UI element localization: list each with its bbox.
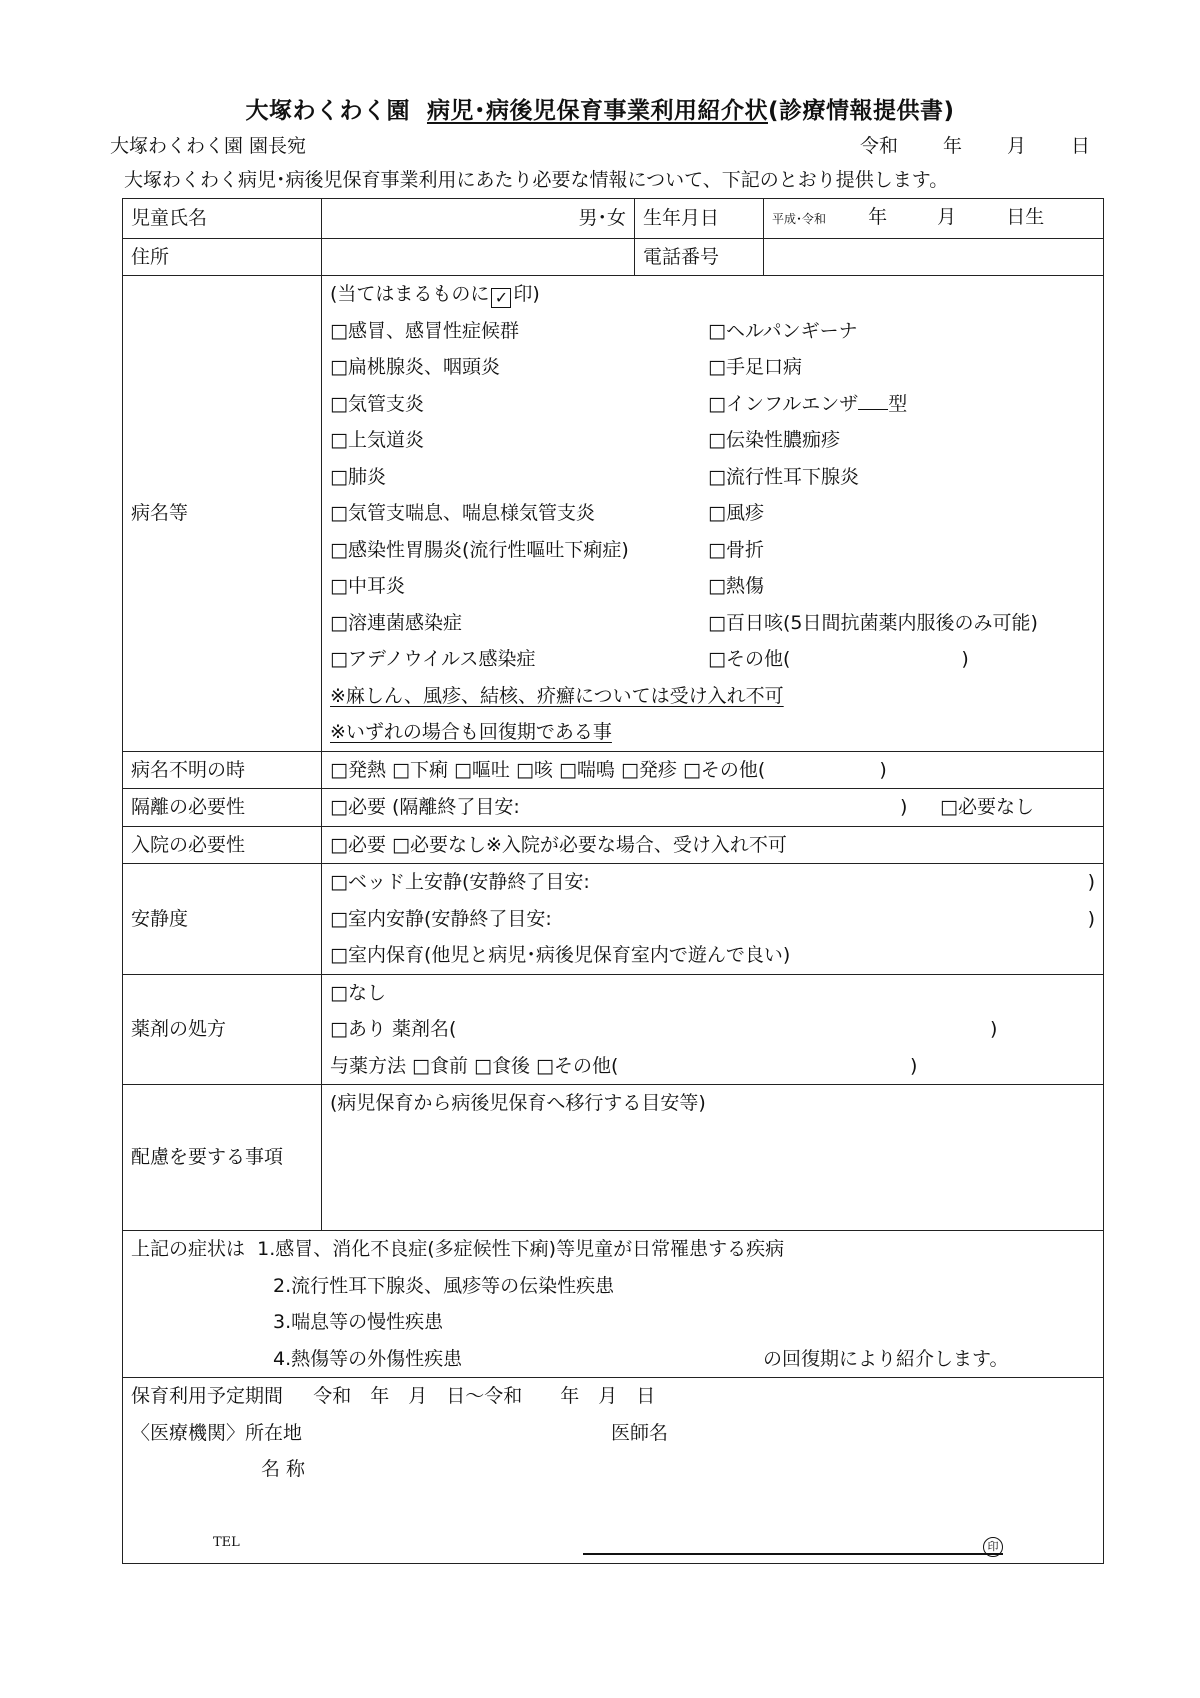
diag-right-0[interactable]: □ヘルパンギーナ xyxy=(708,319,858,342)
influenza-type-blank[interactable] xyxy=(858,409,888,410)
notes-label: 配慮を要する事項 xyxy=(123,1085,322,1231)
facility-label: 〈医療機関〉所在地 xyxy=(131,1421,303,1444)
medicine-none[interactable]: □なし xyxy=(330,981,386,1004)
rest-play[interactable]: □室内保育(他児と病児･病後児保育室内で遊んで良い) xyxy=(330,944,791,966)
intro-text: 大塚わくわく病児･病後児保育事業利用にあたり必要な情報について、下記のとおり提供します。 xyxy=(124,169,949,191)
rest-bed[interactable]: □ベッド上安静(安静終了目安: xyxy=(330,871,590,893)
notes-field[interactable] xyxy=(322,1085,1104,1231)
date-day: 日 xyxy=(1070,135,1090,157)
isolation-field[interactable]: □必要 (隔離終了目安: ) □必要なし xyxy=(322,789,1104,827)
diag-left-2[interactable]: □気管支炎 xyxy=(330,392,424,415)
diag-right-2[interactable]: □インフルエンザ 型 xyxy=(708,392,908,415)
medicine-field: □なし □あり 薬剤名( ) 与薬方法 □食前 □食後 □その他( ) xyxy=(322,974,1104,1085)
diagnosis-field xyxy=(322,276,1104,752)
diag-right-7[interactable]: □熱傷 xyxy=(708,575,764,597)
symptoms-line-2: 2.流行性耳下腺炎、風疹等の伝染性疾患 xyxy=(273,1274,615,1297)
phone-field[interactable] xyxy=(764,238,1104,276)
diag-right-8[interactable]: □百日咳(5日間抗菌薬内服後のみ可能) xyxy=(708,611,1038,634)
facility-name-label: 名 称 xyxy=(261,1458,306,1480)
document-title xyxy=(0,92,1200,125)
diag-left-4[interactable]: □肺炎 xyxy=(330,465,386,488)
check-mark-icon: ✓ xyxy=(491,288,511,308)
diag-right-3[interactable]: □伝染性膿痂疹 xyxy=(708,429,840,451)
medicine-method[interactable]: 与薬方法 □食前 □食後 □その他( xyxy=(330,1054,619,1077)
child-name-label: 児童氏名 xyxy=(123,199,322,239)
symptoms-line-4: 4.熱傷等の外傷性疾患 xyxy=(273,1347,463,1370)
diag-right-6[interactable]: □骨折 xyxy=(708,538,764,561)
issue-date xyxy=(860,131,1090,158)
symptoms-lead: 上記の症状は xyxy=(131,1238,246,1260)
isolation-none[interactable]: □必要なし xyxy=(940,796,1034,818)
rest-label: 安静度 xyxy=(123,864,322,975)
doctor-label: 医師名 xyxy=(611,1421,669,1444)
title-main: 病児･病後児保育事業利用紹介状 xyxy=(426,98,768,124)
dob-day: 日生 xyxy=(1006,206,1045,228)
referral-form xyxy=(122,198,1104,1564)
phone-label: 電話番号 xyxy=(635,238,764,276)
diag-left-5[interactable]: □気管支喘息、喘息様気管支炎 xyxy=(330,502,595,524)
hospital-field[interactable]: □必要 □必要なし※入院が必要な場合、受け入れ不可 xyxy=(322,826,1104,864)
medicine-label: 薬剤の処方 xyxy=(123,974,322,1085)
symptoms-closing: の回復期により紹介します。 xyxy=(763,1347,1009,1370)
diag-left-9[interactable]: □アデノウイルス感染症 xyxy=(330,648,536,670)
diagnosis-note-recovery: ※いずれの場合も回復期である事 xyxy=(330,721,612,743)
diag-right-1[interactable]: □手足口病 xyxy=(708,356,802,378)
rest-indoor[interactable]: □室内安静(安静終了目安: xyxy=(330,907,552,930)
isolation-need[interactable]: □必要 (隔離終了目安: xyxy=(330,796,520,818)
diag-right-4[interactable]: □流行性耳下腺炎 xyxy=(708,465,859,488)
notes-hint: (病児保育から病後児保育へ移行する目安等) xyxy=(330,1092,706,1114)
medicine-yes[interactable]: □あり 薬剤名( xyxy=(330,1018,457,1040)
dob-label: 生年月日 xyxy=(635,199,764,239)
isolation-label: 隔離の必要性 xyxy=(123,789,322,827)
date-year: 年 xyxy=(942,135,962,157)
signature-line[interactable] xyxy=(583,1551,1003,1555)
symptoms-line-1: 1.感冒、消化不良症(多症候性下痢)等児童が日常罹患する疾病 xyxy=(257,1238,785,1260)
address-label: 住所 xyxy=(123,238,322,276)
dob-era: 平成･令和 xyxy=(772,212,827,226)
date-era: 令和 xyxy=(860,135,899,157)
diag-left-8[interactable]: □溶連菌感染症 xyxy=(330,611,462,634)
title-suffix: (診療情報提供書) xyxy=(767,98,955,124)
unknown-symptoms[interactable]: □発熱 □下痢 □嘔吐 □咳 □喘鳴 □発疹 □その他( ) xyxy=(322,751,1104,789)
addressee: 大塚わくわく園 園長宛 xyxy=(110,135,307,157)
seal-icon: 印 xyxy=(983,1537,1003,1557)
diag-left-7[interactable]: □中耳炎 xyxy=(330,575,405,597)
diag-left-0[interactable]: □感冒、感冒性症候群 xyxy=(330,319,519,342)
dob-field[interactable] xyxy=(764,199,1104,239)
gender-choice[interactable]: 男･女 xyxy=(578,207,626,229)
diagnosis-label: 病名等 xyxy=(123,276,322,752)
period-label: 保育利用予定期間 xyxy=(131,1385,284,1407)
dob-month: 月 xyxy=(937,206,957,228)
period-value[interactable]: 令和 年 月 日～令和 年 月 日 xyxy=(313,1385,656,1407)
hospital-label: 入院の必要性 xyxy=(123,826,322,864)
diag-left-1[interactable]: □扁桃腺炎、咽頭炎 xyxy=(330,356,500,378)
diag-left-6[interactable]: □感染性胃腸炎(流行性嘔吐下痢症) xyxy=(330,538,629,561)
rest-field: □ベッド上安静(安静終了目安: ) □室内安静(安静終了目安: ) □室内保育(他児と病児･病後児保育室内で遊んで良い) xyxy=(322,864,1104,975)
footer-section xyxy=(123,1378,1104,1564)
tel-label: TEL xyxy=(213,1534,240,1550)
symptoms-section xyxy=(123,1231,1104,1378)
diagnosis-instruction: (当てはまるものに ✓ 印) xyxy=(330,283,540,307)
address-field[interactable] xyxy=(322,238,635,276)
diag-left-3[interactable]: □上気道炎 xyxy=(330,429,424,451)
date-month: 月 xyxy=(1006,135,1026,157)
dob-year: 年 xyxy=(868,206,888,228)
title-prefix: 大塚わくわく園 xyxy=(245,98,410,124)
diagnosis-note-exclusions: ※麻しん、風疹、結核、疥癬については受け入れ不可 xyxy=(330,684,784,707)
diag-right-5[interactable]: □風疹 xyxy=(708,502,764,524)
unknown-label: 病名不明の時 xyxy=(123,751,322,789)
child-name-field[interactable] xyxy=(322,199,635,239)
symptoms-line-3: 3.喘息等の慢性疾患 xyxy=(273,1311,444,1333)
diag-right-9[interactable]: □その他( ) xyxy=(708,648,969,670)
